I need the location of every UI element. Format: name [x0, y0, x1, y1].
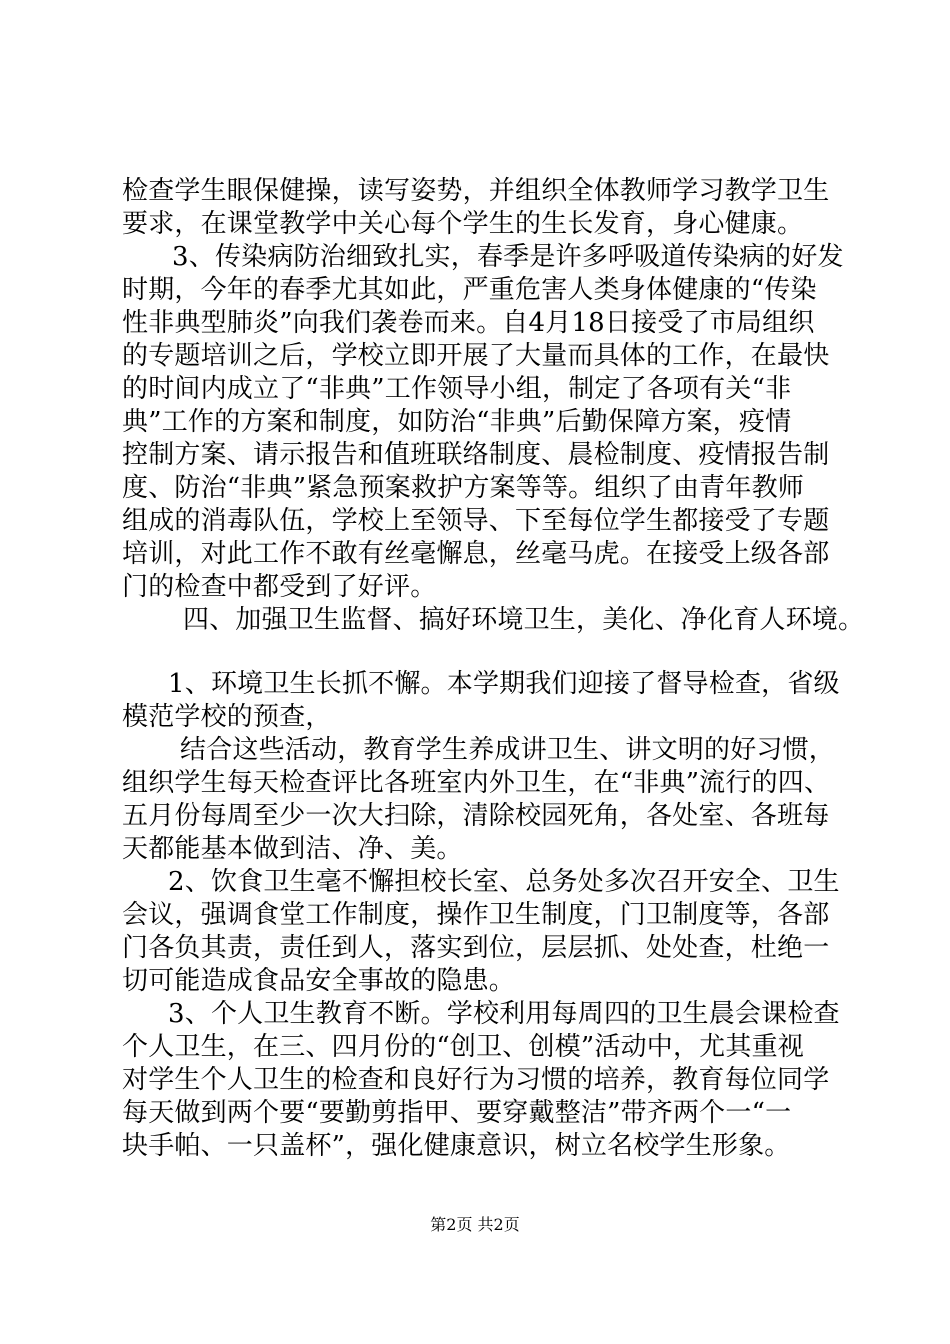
body-text-line: 对学生个人卫生的检查和良好行为习惯的培养，教育每位同学	[122, 1065, 830, 1095]
body-text-line: 门各负其责，责任到人，落实到位，层层抓、处处查，杜绝一	[122, 933, 830, 963]
body-text-line: 切可能造成食品安全事故的隐患。	[122, 966, 516, 996]
body-text-line: 组成的消毒队伍，学校上至领导、下至每位学生都接受了专题	[122, 506, 830, 536]
body-text-line: 组织学生每天检查评比各班室内外卫生，在“非典”流行的四、	[122, 768, 831, 798]
body-text-line: 结合这些活动，教育学生养成讲卫生、讲文明的好习惯，	[180, 735, 836, 765]
body-text-line: 每天做到两个要“要勤剪指甲、要穿戴整洁”带齐两个一“一	[122, 1098, 792, 1128]
body-text-line: 度、防治“非典”紧急预案救护方案等等。组织了由青年教师	[122, 473, 804, 503]
body-text-line: 门的检查中都受到了好评。	[122, 572, 437, 602]
body-text-line: 时期，今年的春季尤其如此，严重危害人类身体健康的“传染	[122, 275, 817, 305]
body-text-line: 培训，对此工作不敢有丝毫懈息，丝毫马虎。在接受上级各部	[122, 539, 830, 569]
body-text-line: 个人卫生，在三、四月份的“创卫、创模”活动中，尤其重视	[122, 1032, 804, 1062]
body-text-line: 3、传染病防治细致扎实，春季是许多呼吸道传染病的好发	[172, 242, 844, 272]
body-text-line: 3、个人卫生教育不断。学校利用每周四的卫生晨会课检查	[168, 999, 840, 1029]
body-text-line: 模范学校的预查，	[122, 702, 332, 732]
body-text-line: 检查学生眼保健操，读写姿势，并组织全体教师学习教学卫生	[122, 176, 830, 206]
section-heading: 四、加强卫生监督、搞好环境卫生，美化、净化育人环境。	[183, 605, 865, 635]
body-text-line: 控制方案、请示报告和值班联络制度、晨检制度、疫情报告制	[122, 440, 830, 470]
body-text-line: 天都能基本做到洁、净、美。	[122, 834, 463, 864]
body-text-line: 1、环境卫生长抓不懈。本学期我们迎接了督导检查，省级	[168, 669, 840, 699]
body-text-line: 性非典型肺炎”向我们袭卷而来。自4月18日接受了市局组织	[122, 308, 815, 338]
body-text-line: 要求，在课堂教学中关心每个学生的生长发育，身心健康。	[122, 209, 804, 239]
body-text-line: 2、饮食卫生毫不懈担校长室、总务处多次召开安全、卫生	[168, 867, 840, 897]
body-text-line: 五月份每周至少一次大扫除，清除校园死角，各处室、各班每	[122, 801, 830, 831]
body-text-line: 的专题培训之后，学校立即开展了大量而具体的工作，在最快	[122, 341, 830, 371]
body-text-line: 的时间内成立了“非典”工作领导小组，制定了各项有关“非	[122, 374, 792, 404]
body-text-line: 会议，强调食堂工作制度，操作卫生制度，门卫制度等，各部	[122, 900, 830, 930]
page-number-footer: 第2页 共2页	[430, 1215, 520, 1234]
body-text-line: 块手帕、一只盖杯”，强化健康意识，树立名校学生形象。	[122, 1131, 791, 1161]
body-text-line: 典”工作的方案和制度，如防治“非典”后勤保障方案，疫情	[122, 407, 792, 437]
